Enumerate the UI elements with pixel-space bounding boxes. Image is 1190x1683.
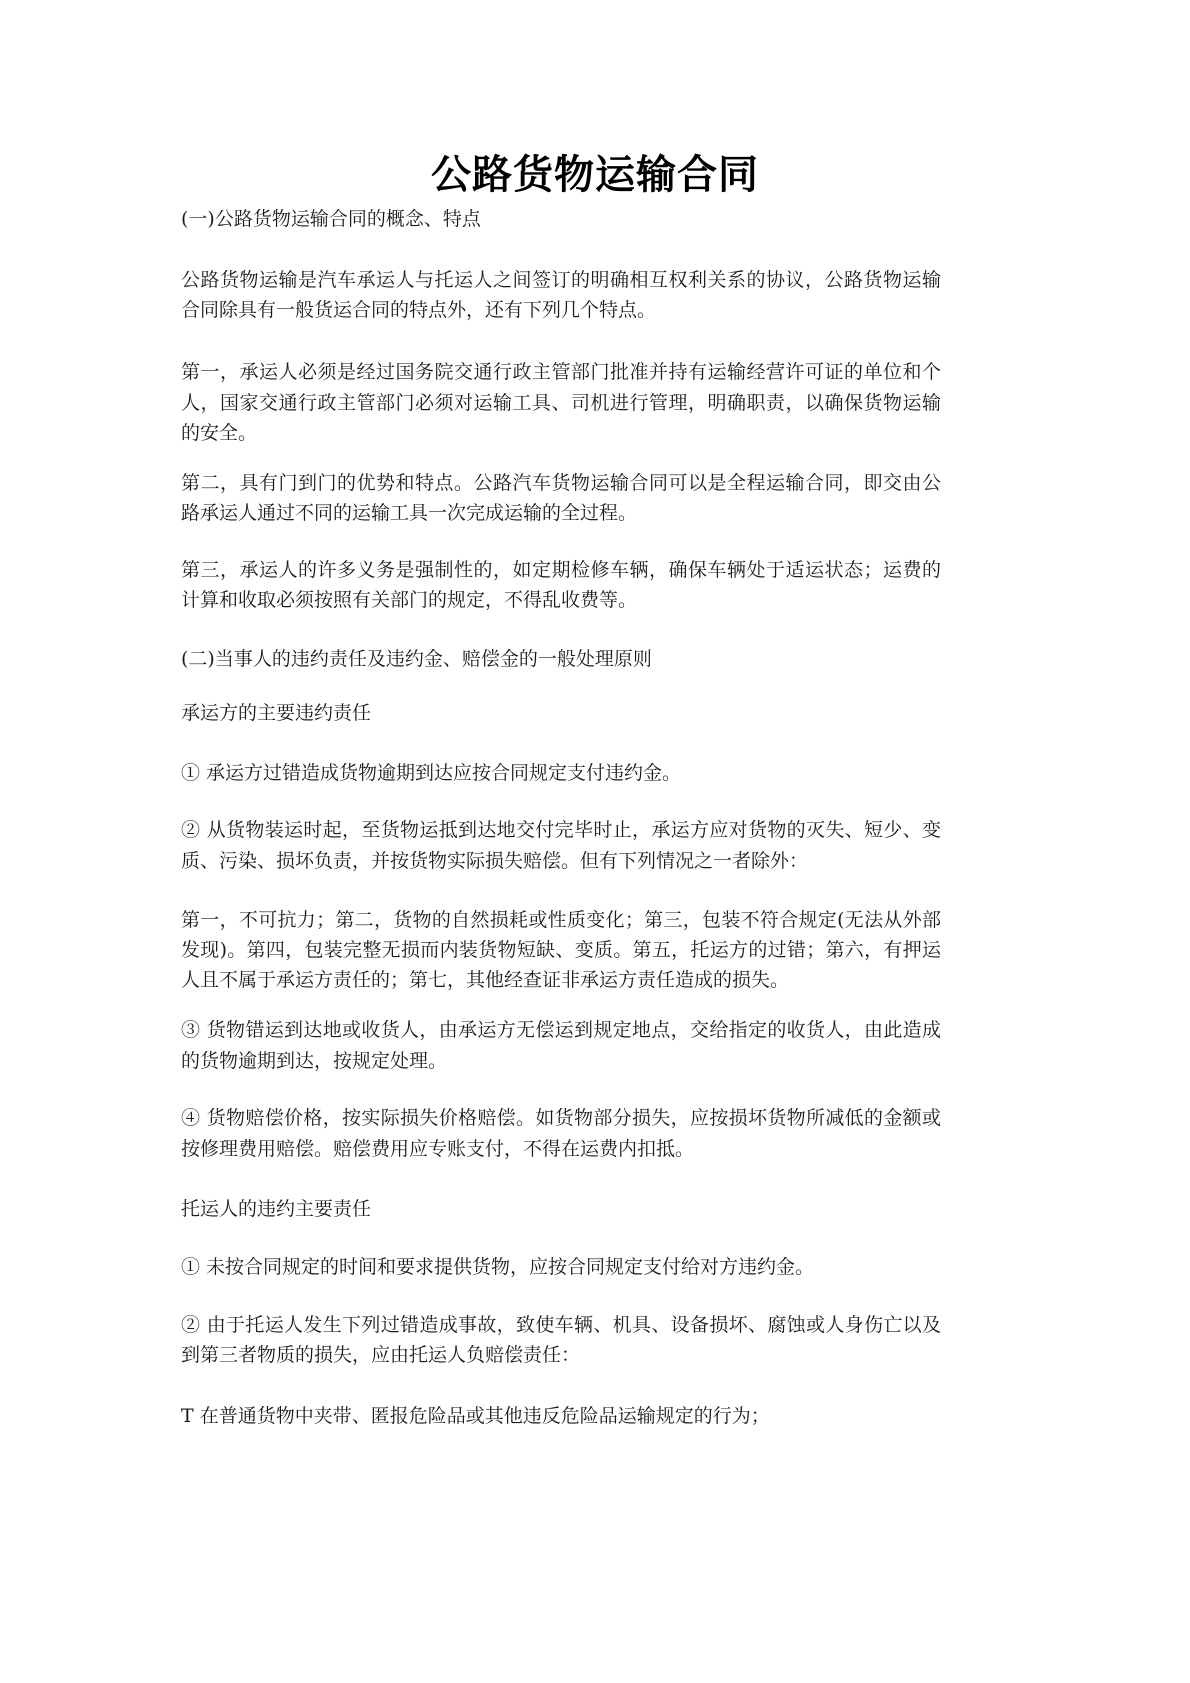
text-line: 第二，具有门到门的优势和特点。公路汽车货物运输合同可以是全程运输合同，即交由公 — [181, 472, 941, 494]
text-line: 公路货物运输是汽车承运人与托运人之间签订的明确相互权利关系的协议，公路货物运输 — [181, 269, 941, 291]
text-line: 质、污染、损坏负责，并按货物实际损失赔偿。但有下列情况之一者除外： — [181, 850, 809, 872]
text-line: ① 承运方过错造成货物逾期到达应按合同规定支付违约金。 — [181, 762, 682, 784]
text-line: 发现)。第四，包装完整无损而内装货物短缺、变质。第五，托运方的过错；第六，有押运 — [181, 939, 941, 961]
text-line: ③ 货物错运到达地或收货人，由承运方无偿运到规定地点，交给指定的收货人，由此造成 — [181, 1019, 941, 1041]
text-line: ② 从货物装运时起，至货物运抵到达地交付完毕时止，承运方应对货物的灭失、短少、变 — [181, 819, 941, 841]
text-line: ④ 货物赔偿价格，按实际损失价格赔偿。如货物部分损失，应按损坏货物所减低的金额或 — [181, 1107, 941, 1129]
text-line: 的安全。 — [181, 422, 258, 444]
text-line: T 在普通货物中夹带、匿报危险品或其他违反危险品运输规定的行为； — [181, 1405, 770, 1427]
text-line: ② 由于托运人发生下列过错造成事故，致使车辆、机具、设备损坏、腐蚀或人身伤亡以及 — [181, 1314, 941, 1336]
text-line: (二)当事人的违约责任及违约金、赔偿金的一般处理原则 — [181, 648, 652, 670]
text-line: 承运方的主要违约责任 — [181, 702, 372, 724]
text-line: (一)公路货物运输合同的概念、特点 — [181, 208, 481, 230]
document-title: 公路货物运输合同 — [431, 152, 759, 198]
text-line: 路承运人通过不同的运输工具一次完成运输的全过程。 — [181, 502, 638, 524]
text-line: 第一，不可抗力；第二，货物的自然损耗或性质变化；第三，包装不符合规定(无法从外部 — [181, 909, 941, 931]
text-line: 计算和收取必须按照有关部门的规定，不得乱收费等。 — [181, 589, 638, 611]
text-line: 托运人的违约主要责任 — [181, 1198, 372, 1220]
text-line: 第一，承运人必须是经过国务院交通行政主管部门批准并持有运输经营许可证的单位和个 — [181, 361, 941, 383]
text-line: 人，国家交通行政主管部门必须对运输工具、司机进行管理，明确职责，以确保货物运输 — [181, 392, 941, 414]
text-line: 的货物逾期到达，按规定处理。 — [181, 1050, 448, 1072]
text-line: 第三，承运人的许多义务是强制性的，如定期检修车辆，确保车辆处于适运状态；运费的 — [181, 559, 941, 581]
text-line: 到第三者物质的损失，应由托运人负赔偿责任： — [181, 1344, 581, 1366]
text-line: 按修理费用赔偿。赔偿费用应专账支付，不得在运费内扣抵。 — [181, 1138, 695, 1160]
text-line: 合同除具有一般货运合同的特点外，还有下列几个特点。 — [181, 299, 657, 321]
text-line: 人且不属于承运方责任的；第七，其他经查证非承运方责任造成的损失。 — [181, 969, 790, 991]
text-line: ① 未按合同规定的时间和要求提供货物，应按合同规定支付给对方违约金。 — [181, 1256, 815, 1278]
